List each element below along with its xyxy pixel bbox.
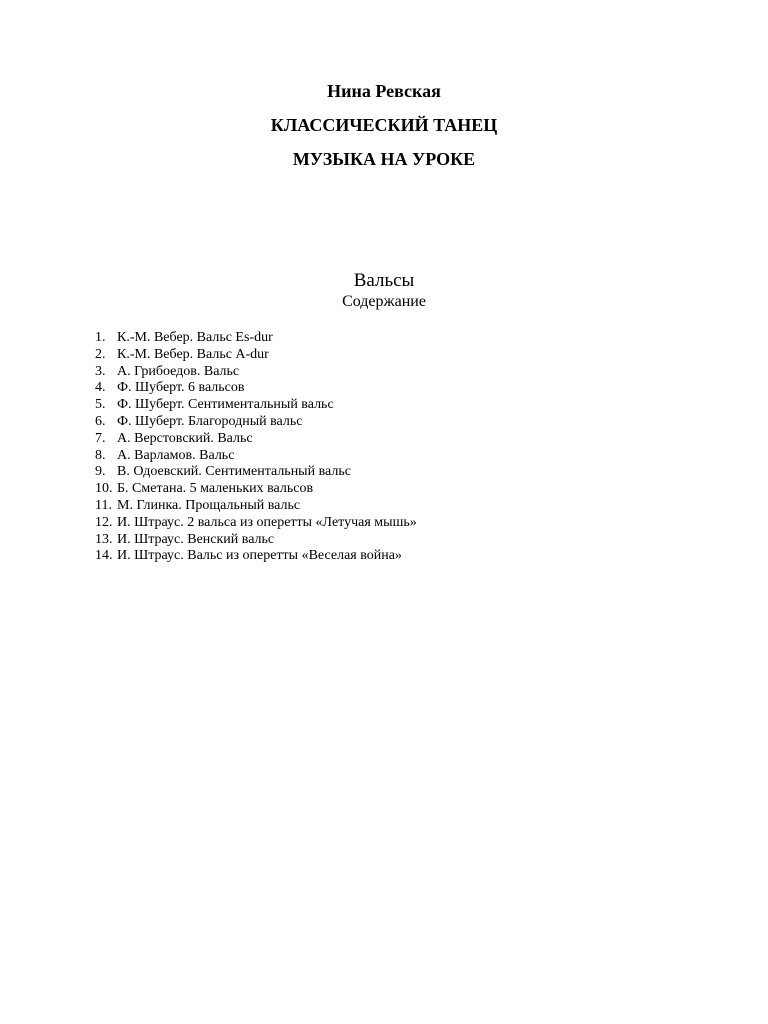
toc-item-number: 5. (95, 397, 106, 413)
toc-item-number: 12. (95, 514, 113, 530)
toc-item (95, 347, 655, 364)
toc-item-number: 8. (95, 447, 106, 463)
toc-item-text: И. Штраус. Венский вальс (117, 531, 275, 547)
toc-item-text: А. Варламов. Вальс (117, 447, 235, 463)
toc-item-text: Б. Сметана. 5 маленьких вальсов (117, 481, 314, 497)
toc-item-number: 11. (95, 497, 112, 513)
toc-item (95, 397, 655, 414)
toc-item (95, 548, 655, 565)
toc-item (95, 330, 655, 347)
toc-item-text: А. Верстовский. Вальс (117, 430, 253, 446)
book-title: КЛАССИЧЕСКИЙ ТАНЕЦ (270, 115, 498, 135)
toc-item-text: Ф. Шуберт. Благородный вальс (117, 413, 303, 429)
toc-item (95, 532, 655, 549)
toc-item-number: 3. (95, 363, 106, 379)
toc-item (95, 380, 655, 397)
toc-item (95, 448, 655, 465)
toc-item-text: А. Грибоедов. Вальс (117, 363, 240, 379)
toc-item-number: 6. (95, 413, 106, 429)
toc-item-text: М. Глинка. Прощальный вальс (117, 497, 301, 513)
book-subtitle: МУЗЫКА НА УРОКЕ (292, 149, 476, 169)
section-title: Вальсы (353, 270, 415, 291)
toc-item-text: К.-М. Вебер. Вальс Es-dur (117, 330, 273, 345)
toc-item (95, 464, 655, 481)
toc-item-text: И. Штраус. Вальс из оперетты «Веселая война» (117, 548, 402, 564)
toc-item (95, 498, 655, 515)
toc-item-number: 7. (95, 430, 106, 446)
toc-item-number: 2. (95, 346, 106, 362)
toc-item-number: 9. (95, 464, 106, 480)
toc-item (95, 431, 655, 448)
toc-item (95, 481, 655, 498)
toc-item-text: В. Одоевский. Сентиментальный вальс (117, 464, 351, 480)
toc-item-text: Ф. Шуберт. 6 вальсов (117, 380, 245, 396)
table-of-contents (95, 330, 655, 565)
toc-item-number: 4. (95, 380, 106, 396)
author-name: Нина Ревская (327, 81, 441, 101)
toc-item-text: И. Штраус. 2 вальса из оперетты «Летучая мышь» (117, 514, 417, 530)
contents-heading: Содержание (342, 293, 426, 310)
toc-item-number: 13. (95, 531, 113, 547)
toc-item (95, 515, 655, 532)
toc-item (95, 364, 655, 381)
toc-item-text: К.-М. Вебер. Вальс A-dur (117, 346, 269, 362)
toc-item-text: Ф. Шуберт. Сентиментальный вальс (117, 397, 334, 413)
toc-item (95, 414, 655, 431)
toc-item-number: 10. (95, 481, 113, 497)
toc-item-number: 14. (95, 548, 113, 564)
toc-item-number: 1. (95, 330, 106, 345)
